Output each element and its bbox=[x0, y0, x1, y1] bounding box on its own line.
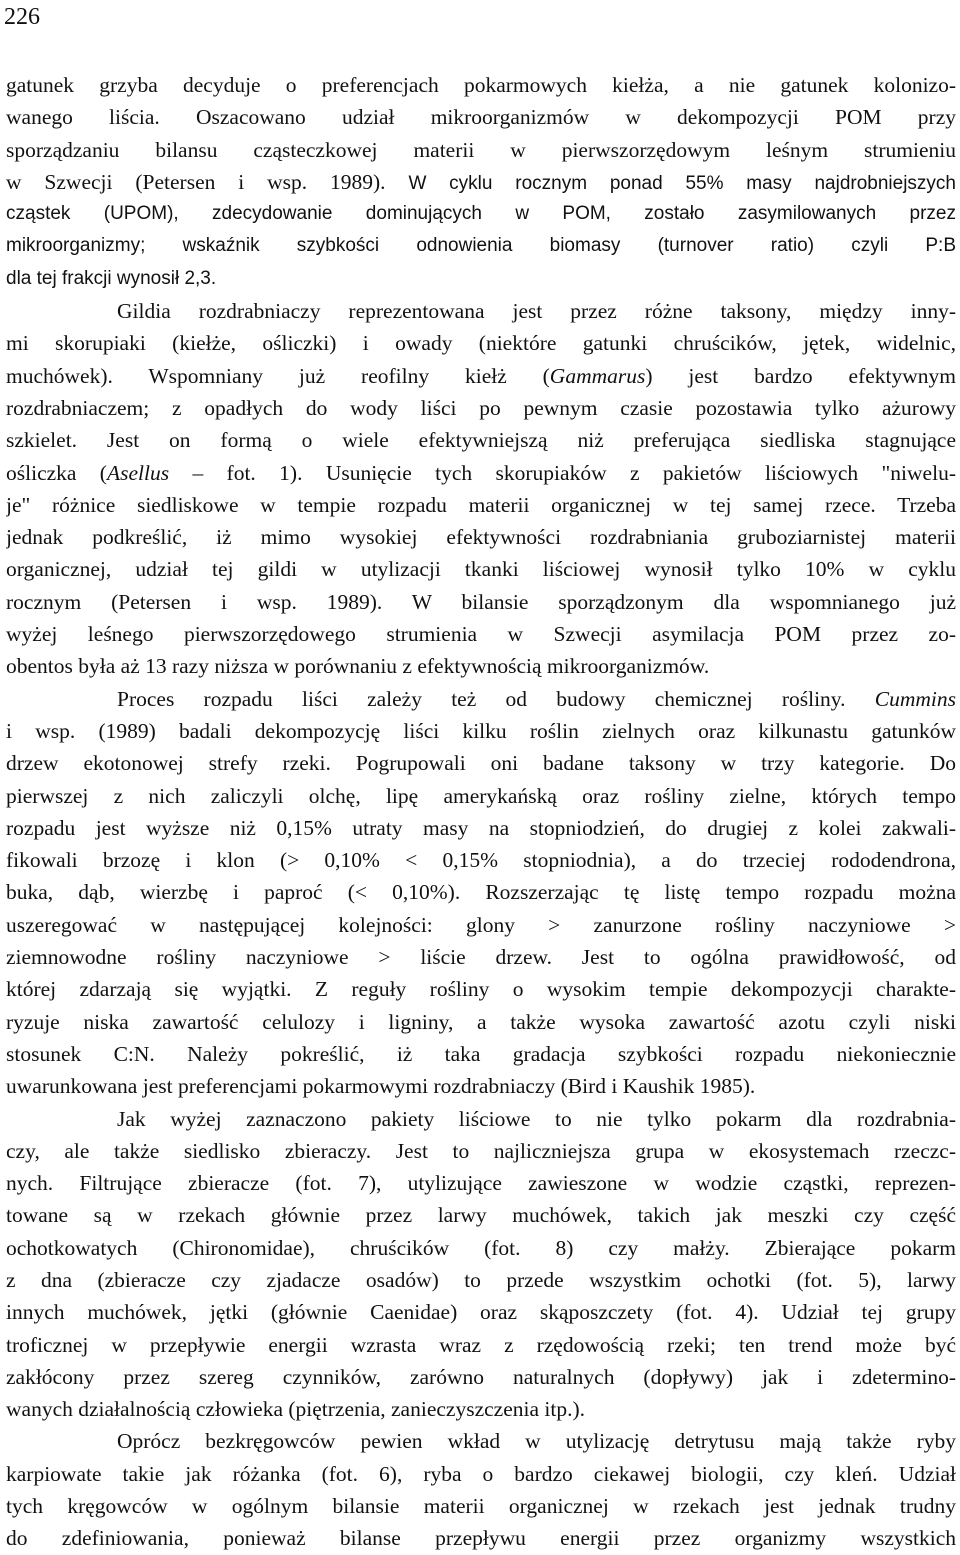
text-line bbox=[6, 844, 956, 876]
text-line bbox=[6, 1490, 956, 1522]
text-line bbox=[6, 1393, 956, 1425]
text-segment: stosunek C:N. Należy pokreślić, iż taka gradacja szybkości rozpadu niekoniecznie bbox=[6, 1041, 956, 1066]
text-segment: mi skorupiaki (kiełże, ośliczki) i owady (niektóre gatunki chruścików, jętek, widelnic, bbox=[6, 331, 956, 356]
text-segment: rozpadu jest wyższe niż 0,15% utraty masy na stopniodzień, do drugiej z kolei zakwali- bbox=[6, 815, 956, 840]
text-segment: uwarunkowana jest preferencjami pokarmowymi rozdrabniaczy (Bird i Kaushik 1985). bbox=[6, 1074, 756, 1099]
text-line bbox=[6, 166, 956, 198]
text-segment: mikroorganizmy; wskaźnik szybkości odnowienia biomasy (turnover ratio) czyli P:B bbox=[6, 235, 956, 257]
text-segment: w Szwecji (Petersen i wsp. 1989). bbox=[6, 169, 409, 194]
text-line bbox=[6, 876, 956, 908]
text-segment: ryzuje niska zawartość celulozy i ligniny, a także wysoka zawartość azotu czyli niski bbox=[6, 1009, 956, 1034]
text-segment: Gildia rozdrabniaczy reprezentowana jest przez różne taksony, między inny- bbox=[117, 299, 956, 324]
text-segment: fikowali brzozę i klon (> 0,10% < 0,15% stopniodnia), a do trzeciej rododendrona, bbox=[6, 848, 956, 873]
italic-term: Gammarus bbox=[549, 363, 646, 388]
text-segment: ochotkowatych (Chironomidae), chruścików (fot. 8) czy małży. Zbierające pokarm bbox=[6, 1235, 956, 1260]
text-line bbox=[6, 715, 956, 747]
text-line bbox=[6, 101, 956, 133]
text-segment: Proces rozpadu liści zależy też od budowy chemicznej rośliny. bbox=[117, 686, 875, 711]
text-segment: je" różnice siedliskowe w tempie rozpadu materii organicznej w tej samej rzece. Trzeba bbox=[6, 492, 956, 517]
text-segment: wyżej leśnego pierwszorzędowego strumienia w Szwecji asymilacja POM przez zo- bbox=[6, 622, 956, 647]
text-line bbox=[6, 973, 956, 1005]
text-line bbox=[6, 230, 956, 262]
text-segment: szkielet. Jest on formą o wiele efektywniejszą niż preferująca siedliska stagnujące bbox=[6, 428, 956, 453]
text-line bbox=[6, 812, 956, 844]
text-segment: towane są w rzekach głównie przez larwy muchówek, takich jak meszki czy część bbox=[6, 1203, 956, 1228]
text-segment: z dna (zbieracze czy zjadacze osadów) to przede wszystkim ochotki (fot. 5), larwy bbox=[6, 1267, 956, 1292]
text-line bbox=[6, 1522, 956, 1554]
text-line bbox=[6, 392, 956, 424]
text-line bbox=[6, 360, 956, 392]
text-line bbox=[6, 457, 956, 489]
text-line bbox=[6, 747, 956, 779]
text-segment: muchówek). Wspomniany już reofilny kiełż ( bbox=[6, 363, 550, 388]
text-line bbox=[6, 1038, 956, 1070]
text-segment: dla tej frakcji wynosił 2,3. bbox=[6, 267, 217, 289]
text-segment: rocznym (Petersen i wsp. 1989). W bilansie sporządzonym dla wspomnianego już bbox=[6, 589, 956, 614]
text-line bbox=[6, 198, 956, 230]
text-line bbox=[6, 780, 956, 812]
text-segment: drzew ekotonowej strefy rzeki. Pogrupowali oni badane taksony w trzy kategorie. Do bbox=[6, 751, 956, 776]
page-number: 226 bbox=[4, 4, 40, 30]
text-line bbox=[6, 134, 956, 166]
text-line bbox=[6, 69, 956, 101]
text-segment: i wsp. (1989) badali dekompozycję liści kilku roślin zielnych oraz kilkunastu gatunków bbox=[6, 718, 956, 743]
text-line bbox=[6, 941, 956, 973]
text-segment: sporządzaniu bilansu cząsteczkowej materii w pierwszorzędowym leśnym strumieniu bbox=[6, 137, 956, 162]
text-segment: czy, ale także siedlisko zbieraczy. Jest to najliczniejsza grupa w ekosystemach rzeczc- bbox=[6, 1138, 956, 1163]
text-segment: pierwszej z nich zaliczyli olchę, lipę amerykańską oraz rośliny zielne, których tempo bbox=[6, 783, 956, 808]
text-line bbox=[6, 295, 956, 327]
text-line bbox=[6, 489, 956, 521]
text-line bbox=[6, 618, 956, 650]
text-line bbox=[6, 424, 956, 456]
text-line bbox=[6, 1103, 956, 1135]
text-segment: gatunek grzyba decyduje o preferencjach pokarmowych kiełża, a nie gatunek kolonizo- bbox=[6, 73, 956, 97]
text-segment: obentos była aż 13 razy niższa w porównaniu z efektywnością mikroorganizmów. bbox=[6, 654, 710, 679]
text-line bbox=[6, 1006, 956, 1038]
text-segment: Jak wyżej zaznaczono pakiety liściowe to nie tylko pokarm dla rozdrabnia- bbox=[117, 1106, 956, 1131]
text-segment: tych kręgowców w ogólnym bilansie materii organicznej w rzekach jest jednak trudny bbox=[6, 1494, 956, 1519]
text-line bbox=[6, 1167, 956, 1199]
text-line bbox=[6, 327, 956, 359]
text-line bbox=[6, 1458, 956, 1490]
text-line bbox=[6, 586, 956, 618]
text-segment: ) jest bardzo efektywnym bbox=[645, 363, 956, 388]
text-line bbox=[6, 909, 956, 941]
italic-term: Cummins bbox=[874, 686, 956, 711]
text-segment: innych muchówek, jętki (głównie Caenidae) oraz skąposzczety (fot. 4). Udział tej grupy bbox=[6, 1300, 956, 1325]
text-line bbox=[6, 1264, 956, 1296]
text-segment: ziemnowodne rośliny naczyniowe > liście drzew. Jest to ogólna prawidłowość, od bbox=[6, 945, 956, 970]
text-segment: ośliczka ( bbox=[6, 460, 107, 485]
text-line bbox=[6, 650, 956, 682]
text-line bbox=[6, 1296, 956, 1328]
text-line bbox=[6, 1361, 956, 1393]
body-text bbox=[6, 69, 956, 1555]
text-line bbox=[6, 1232, 956, 1264]
text-line bbox=[6, 1329, 956, 1361]
text-segment: – fot. 1). Usunięcie tych skorupiaków z pakietów liściowych "niwelu- bbox=[169, 460, 956, 485]
text-segment: wanych działalnością człowieka (piętrzenia, zanieczyszczenia itp.). bbox=[6, 1397, 585, 1422]
text-segment: rozdrabniaczem; z opadłych do wody liści po pewnym czasie pozostawia tylko ażurowy bbox=[6, 395, 956, 420]
text-segment: wanego liścia. Oszacowano udział mikroorganizmów w dekompozycji POM przy bbox=[6, 105, 956, 130]
text-line bbox=[6, 553, 956, 585]
text-segment: której zdarzają się wyjątki. Z reguły rośliny o wysokim tempie dekompozycji charakte- bbox=[6, 977, 956, 1002]
text-line bbox=[6, 1425, 956, 1457]
text-segment: Oprócz bezkręgowców pewien wkład w utylizację detrytusu mają także ryby bbox=[117, 1429, 956, 1454]
text-segment: jednak podkreślić, iż mimo wysokiej efektywności rozdrabniania gruboziarnistej materii bbox=[6, 525, 956, 550]
text-segment: organicznej, udział tej gildi w utylizacji tkanki liściowej wynosił tylko 10% w cyklu bbox=[6, 557, 956, 582]
text-segment: cząstek (UPOM), zdecydowanie dominujących w POM, zostało zasymilowanych przez bbox=[6, 203, 956, 225]
text-segment: W cyklu rocznym ponad 55% masy najdrobniejszych bbox=[408, 172, 956, 194]
text-line bbox=[6, 683, 956, 715]
text-line bbox=[6, 1070, 956, 1102]
italic-term: Asellus bbox=[106, 460, 170, 485]
text-segment: uszeregować w następującej kolejności: glony > zanurzone rośliny naczyniowe > bbox=[6, 912, 956, 937]
text-line bbox=[6, 263, 956, 295]
text-line bbox=[6, 521, 956, 553]
text-segment: buka, dąb, wierzbę i paproć (< 0,10%). Rozszerzając tę listę tempo rozpadu można bbox=[6, 880, 956, 905]
text-segment: do zdefiniowania, ponieważ bilanse przepływu energii przez organizmy wszystkich bbox=[6, 1526, 956, 1551]
text-line bbox=[6, 1135, 956, 1167]
text-line bbox=[6, 1199, 956, 1231]
text-segment: karpiowate takie jak różanka (fot. 6), ryba o bardzo ciekawej biologii, czy kleń. Udział bbox=[6, 1461, 956, 1486]
text-segment: nych. Filtrujące zbieracze (fot. 7), utylizujące zawieszone w wodzie cząstki, reprezen- bbox=[6, 1171, 956, 1196]
text-segment: troficznej w przepływie energii wzrasta wraz z rzędowością rzeki; ten trend może być bbox=[6, 1332, 956, 1357]
text-segment: zakłócony przez szereg czynników, zarówno naturalnych (dopływy) jak i zdetermino- bbox=[6, 1364, 956, 1389]
